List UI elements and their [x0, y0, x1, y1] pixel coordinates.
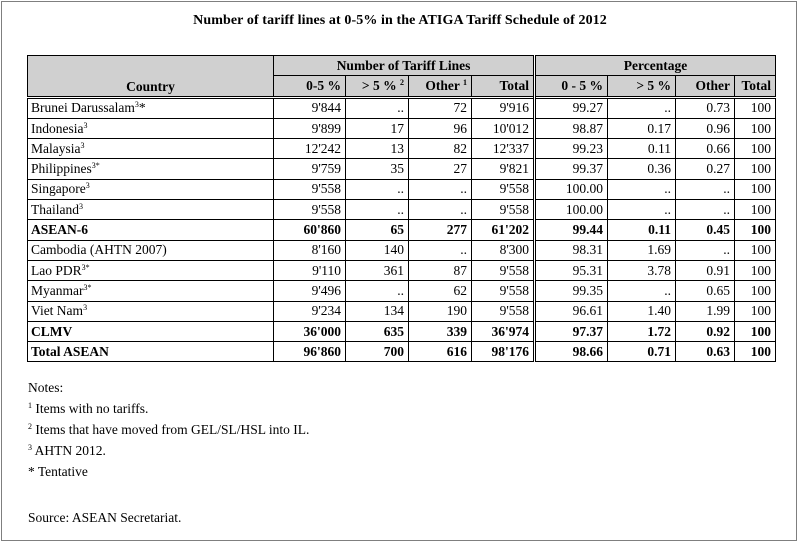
percentage-cell: ..	[608, 200, 676, 220]
lines-col-header-label: Other	[425, 77, 460, 93]
percentage-cell: 1.72	[608, 321, 676, 341]
table-row	[28, 301, 776, 321]
tariff-lines-cell: 12'337	[472, 139, 535, 159]
table-row	[28, 179, 776, 199]
percentage-cell: 100.00	[535, 200, 608, 220]
country-cell	[28, 240, 274, 260]
table-row	[28, 118, 776, 138]
percentage-cell: 100	[735, 139, 776, 159]
tariff-lines-cell: 9'558	[472, 301, 535, 321]
footnote-mark: 3	[83, 303, 88, 313]
tariff-lines-cell: ..	[409, 240, 472, 260]
tariff-lines-cell: 62	[409, 281, 472, 301]
table-row	[28, 240, 776, 260]
tariff-lines-cell: 140	[346, 240, 409, 260]
country-cell	[28, 301, 274, 321]
percentage-cell: 99.23	[535, 139, 608, 159]
percentage-cell: 100	[735, 159, 776, 179]
tariff-lines-cell: 9'234	[274, 301, 346, 321]
percentage-cell: 0.27	[676, 159, 735, 179]
percentage-cell: 0.65	[676, 281, 735, 301]
country-name: Indonesia	[31, 120, 84, 136]
tariff-lines-cell: 36'000	[274, 321, 346, 341]
percentage-cell: 0.45	[676, 220, 735, 240]
country-cell	[28, 97, 274, 118]
percentage-cell: 1.40	[608, 301, 676, 321]
footnote-mark: 1	[463, 77, 467, 87]
table-row	[28, 281, 776, 301]
pct-col-header: 0 - 5 %	[535, 76, 608, 97]
percentage-cell: 100.00	[535, 179, 608, 199]
table-row	[28, 342, 776, 362]
note-item	[28, 461, 309, 482]
percentage-cell: 96.61	[535, 301, 608, 321]
country-cell	[28, 321, 274, 341]
country-name: Cambodia (AHTN 2007)	[31, 242, 167, 258]
tariff-lines-cell: 35	[346, 159, 409, 179]
tariff-lines-cell: 60'860	[274, 220, 346, 240]
tariff-lines-cell: 13	[346, 139, 409, 159]
tariff-lines-cell: 9'558	[274, 179, 346, 199]
tariff-lines-cell: 9'496	[274, 281, 346, 301]
percentage-cell: 100	[735, 240, 776, 260]
country-name: Lao PDR	[31, 262, 82, 278]
percentage-cell: 95.31	[535, 260, 608, 280]
tariff-lines-cell: ..	[346, 281, 409, 301]
percentage-cell: 0.96	[676, 118, 735, 138]
percentage-cell: 99.27	[535, 97, 608, 118]
table-row	[28, 220, 776, 240]
tariff-lines-cell: ..	[409, 179, 472, 199]
country-cell	[28, 220, 274, 240]
tariff-lines-cell: 9'558	[274, 200, 346, 220]
footnote-mark: 1	[28, 401, 32, 410]
percentage-cell: 100	[735, 321, 776, 341]
percentage-cell: 0.63	[676, 342, 735, 362]
percentage-cell: 1.69	[608, 240, 676, 260]
table-body	[28, 97, 776, 362]
notes-heading: Notes:	[28, 380, 64, 395]
percentage-cell: 98.66	[535, 342, 608, 362]
percentage-cell: 100	[735, 220, 776, 240]
tariff-lines-cell: 12'242	[274, 139, 346, 159]
percentage-cell: 99.35	[535, 281, 608, 301]
percentage-cell: 1.99	[676, 301, 735, 321]
country-header: Country	[28, 56, 274, 98]
percentage-cell: 0.71	[608, 342, 676, 362]
country-cell	[28, 281, 274, 301]
notes-list	[28, 398, 309, 482]
footnote-mark: 3	[78, 201, 83, 211]
table-row	[28, 260, 776, 280]
tariff-lines-cell: 339	[409, 321, 472, 341]
table-row	[28, 159, 776, 179]
tariff-lines-cell: 361	[346, 260, 409, 280]
percentage-cell: 99.44	[535, 220, 608, 240]
tariff-lines-cell: 635	[346, 321, 409, 341]
table-row	[28, 200, 776, 220]
lines-col-header	[409, 76, 472, 97]
pct-col-header: > 5 %	[608, 76, 676, 97]
tariff-lines-cell: ..	[346, 200, 409, 220]
percentage-cell: 100	[735, 97, 776, 118]
note-text: Items with no tariffs.	[32, 401, 149, 416]
table-row	[28, 97, 776, 118]
percentage-cell: ..	[676, 200, 735, 220]
percentage-cell: 100	[735, 342, 776, 362]
lines-col-header-label: 0-5 %	[306, 77, 341, 93]
tariff-lines-cell: 8'160	[274, 240, 346, 260]
percentage-cell: 100	[735, 260, 776, 280]
note-item	[28, 398, 309, 419]
tariff-lines-cell: 9'759	[274, 159, 346, 179]
country-name: Total ASEAN	[31, 343, 109, 359]
percentage-cell: ..	[608, 179, 676, 199]
tariff-lines-cell: 61'202	[472, 220, 535, 240]
country-name: Brunei Darussalam	[31, 100, 135, 116]
percentage-cell: 100	[735, 118, 776, 138]
country-name: Malaysia	[31, 140, 81, 156]
tariff-lines-cell: 9'558	[472, 179, 535, 199]
tariff-lines-cell: 9'110	[274, 260, 346, 280]
percentage-cell: ..	[676, 179, 735, 199]
footnote-mark: 3*	[83, 282, 92, 292]
tariff-lines-cell: 277	[409, 220, 472, 240]
note-text: AHTN 2012.	[32, 443, 106, 458]
country-name: Singapore	[31, 181, 86, 197]
tariff-table	[27, 55, 776, 362]
country-name: Viet Nam	[31, 303, 84, 319]
lines-col-header	[274, 76, 346, 97]
tariff-lines-cell: 134	[346, 301, 409, 321]
percentage-cell: ..	[608, 97, 676, 118]
tariff-lines-cell: 9'558	[472, 200, 535, 220]
country-cell	[28, 179, 274, 199]
country-name: Thailand	[31, 201, 79, 217]
footnote-mark: 3	[80, 140, 85, 150]
tariff-lines-cell: 96'860	[274, 342, 346, 362]
footnote-mark: 2	[28, 422, 32, 431]
country-cell	[28, 342, 274, 362]
percentage-cell: 100	[735, 179, 776, 199]
percentage-cell: 0.73	[676, 97, 735, 118]
note-text: * Tentative	[28, 464, 88, 479]
tariff-lines-cell: 8'300	[472, 240, 535, 260]
tariff-lines-cell: ..	[409, 200, 472, 220]
percentage-cell: 98.31	[535, 240, 608, 260]
tariff-lines-cell: 10'012	[472, 118, 535, 138]
country-cell	[28, 159, 274, 179]
percentage-cell: 0.11	[608, 220, 676, 240]
tariff-lines-cell: 36'974	[472, 321, 535, 341]
percentage-cell: 97.37	[535, 321, 608, 341]
footnote-mark: 3	[85, 181, 90, 191]
note-item	[28, 419, 309, 440]
percentage-cell: 0.66	[676, 139, 735, 159]
tariff-lines-cell: 9'844	[274, 97, 346, 118]
tariff-lines-cell: 9'899	[274, 118, 346, 138]
tariff-lines-cell: ..	[346, 97, 409, 118]
table-row	[28, 321, 776, 341]
country-name: Myanmar	[31, 282, 84, 298]
percentage-cell: ..	[608, 281, 676, 301]
country-cell	[28, 139, 274, 159]
lines-col-header	[346, 76, 409, 97]
source-note: Source: ASEAN Secretariat.	[28, 510, 182, 525]
percentage-cell: 100	[735, 200, 776, 220]
tariff-lines-cell: 27	[409, 159, 472, 179]
tariff-lines-cell: 87	[409, 260, 472, 280]
footnote-mark: 3*	[91, 161, 100, 171]
percentage-cell: 0.11	[608, 139, 676, 159]
table-row	[28, 139, 776, 159]
country-cell	[28, 260, 274, 280]
tariff-lines-cell: ..	[346, 179, 409, 199]
country-name: Philippines	[31, 161, 92, 177]
footnote-mark: 2	[400, 77, 404, 87]
tariff-lines-cell: 190	[409, 301, 472, 321]
table-title: Number of tariff lines at 0-5% in the ATIGA Tariff Schedule of 2012	[193, 13, 607, 28]
percentage-cell: ..	[676, 240, 735, 260]
lines-col-header	[472, 76, 535, 97]
country-cell	[28, 118, 274, 138]
percentage-group-header: Percentage	[535, 56, 776, 76]
tariff-lines-cell: 700	[346, 342, 409, 362]
pct-col-header: Total	[735, 76, 776, 97]
footnote-mark: 3	[83, 120, 88, 130]
note-text: Items that have moved from GEL/SL/HSL into IL.	[32, 422, 310, 437]
lines-col-header-label: > 5 %	[361, 77, 397, 93]
footnote-mark: 3	[28, 443, 32, 452]
tariff-lines-cell: 9'558	[472, 260, 535, 280]
percentage-cell: 3.78	[608, 260, 676, 280]
tariff-lines-group-header: Number of Tariff Lines	[274, 56, 535, 76]
tariff-lines-cell: 82	[409, 139, 472, 159]
percentage-cell: 0.17	[608, 118, 676, 138]
header-group-row	[28, 56, 776, 76]
note-item	[28, 440, 309, 461]
percentage-cell: 100	[735, 281, 776, 301]
tariff-lines-cell: 96	[409, 118, 472, 138]
tariff-lines-cell: 9'916	[472, 97, 535, 118]
percentage-cell: 0.92	[676, 321, 735, 341]
pct-col-header: Other	[676, 76, 735, 97]
country-name: CLMV	[31, 323, 73, 339]
percentage-cell: 0.36	[608, 159, 676, 179]
tariff-lines-cell: 65	[346, 220, 409, 240]
tariff-lines-cell: 616	[409, 342, 472, 362]
tariff-lines-cell: 72	[409, 97, 472, 118]
percentage-cell: 0.91	[676, 260, 735, 280]
footnote-mark: 3*	[81, 262, 90, 272]
country-cell	[28, 200, 274, 220]
notes-section	[28, 377, 309, 482]
tentative-mark: *	[138, 100, 146, 116]
footnote-mark: 3	[134, 100, 139, 110]
percentage-cell: 98.87	[535, 118, 608, 138]
percentage-cell: 99.37	[535, 159, 608, 179]
lines-col-header-label: Total	[499, 77, 530, 93]
tariff-lines-cell: 9'821	[472, 159, 535, 179]
tariff-lines-cell: 17	[346, 118, 409, 138]
tariff-lines-cell: 98'176	[472, 342, 535, 362]
percentage-cell: 100	[735, 301, 776, 321]
tariff-lines-cell: 9'558	[472, 281, 535, 301]
country-name: ASEAN-6	[31, 222, 89, 238]
